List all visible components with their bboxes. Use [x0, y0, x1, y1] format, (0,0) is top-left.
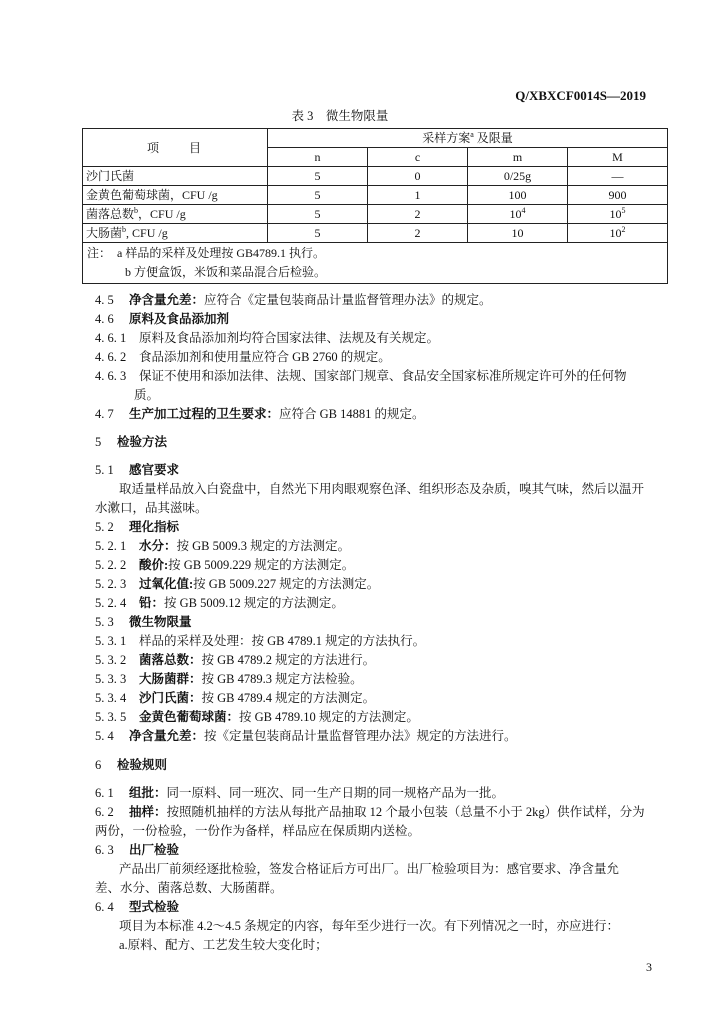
cell-item: 菌落总数$^b$，CFU /g [83, 205, 268, 224]
clause-5-2: 5. 2 理化指标 [95, 520, 180, 534]
cell-n: 5 [268, 186, 368, 205]
cell-item: 沙门氏菌 [83, 167, 268, 186]
table-caption: 表 3 微生物限量 [291, 109, 389, 123]
clause-4-6-2: 4. 6. 2 食品添加剂和使用量应符合 GB 2760 的规定。 [95, 350, 391, 364]
table-row [83, 167, 668, 186]
cell-M: $10^2$ [568, 224, 668, 243]
cell-c: 2 [368, 205, 468, 224]
clause-4-6: 4. 6 原料及食品添加剂 [95, 312, 230, 326]
clause-6-3-text: 产品出厂前须经逐批检验，签发合格证后方可出厂。出厂检验项目为：感官要求、净含量允 [119, 862, 620, 876]
table-row [83, 186, 668, 205]
section-6-heading: 6 检验规则 [95, 758, 168, 772]
clause-5-2-3: 5. 2. 3 过氧化值:按 GB 5009.227 规定的方法测定。 [95, 577, 380, 591]
clause-5-3: 5. 3 微生物限量 [95, 615, 192, 629]
cell-m: $10^4$ [468, 205, 568, 224]
table-note-row [83, 243, 668, 284]
cell-n: 5 [268, 167, 368, 186]
header-m: m [468, 148, 568, 167]
header-item: 项 目 [83, 129, 268, 167]
cell-m: 0/25g [468, 167, 568, 186]
note-a: 注： a 样品的采样及处理按 GB4789.1 执行。 [87, 246, 325, 260]
document-id: Q/XBXCF0014S—2019 [515, 88, 646, 103]
section-5-heading: 5 检验方法 [95, 435, 168, 449]
clause-5-3-5: 5. 3. 5 金黄色葡萄球菌：按 GB 4789.10 规定的方法测定。 [95, 710, 419, 724]
cell-M: $10^5$ [568, 205, 668, 224]
clause-5-1-text-cont: 水漱口，品其滋味。 [95, 501, 208, 515]
cell-c: 0 [368, 167, 468, 186]
clause-6-2-cont: 两份，一份检验，一份作为备样，样品应在保质期内送检。 [95, 824, 421, 838]
clause-5-1: 5. 1 感官要求 [95, 463, 180, 477]
page-number: 3 [646, 960, 652, 974]
clause-6-4-text: 项目为本标准 4.2～4.5 条规定的内容，每年至少进行一次。有下列情况之一时，亦应进行： [119, 919, 620, 933]
clause-4-6-1: 4. 6. 1 原料及食品添加剂均符合国家法律、法规及有关规定。 [95, 331, 440, 345]
cell-c: 2 [368, 224, 468, 243]
clause-5-3-3: 5. 3. 3 大肠菌群：按 GB 4789.3 规定方法检验。 [95, 672, 363, 686]
clause-6-2: 6. 2 抽样：按照随机抽样的方法从每批产品抽取 12 个最小包装（总量不小于 2kg）供作试样，分为 [95, 805, 645, 819]
header-plan-text: 采样方案 [422, 131, 471, 145]
clause-4-5: 4. 5 净含量允差：应符合《定量包装商品计量监督管理办法》的规定。 [95, 293, 492, 307]
cell-item: 大肠菌$^b$, CFU /g [83, 224, 268, 243]
header-M: M [568, 148, 668, 167]
cell-M: 900 [568, 186, 668, 205]
table-header-row [83, 129, 668, 148]
clause-4-6-3-cont: 质。 [134, 388, 160, 402]
header-c: c [368, 148, 468, 167]
clause-5-1-text: 取适量样品放入白瓷盘中，自然光下用肉眼观察色泽、组织形态及杂质，嗅其气味，然后以温开 [119, 482, 645, 496]
cell-n: 5 [268, 224, 368, 243]
clause-6-4-item-a: a.原料、配方、工艺发生较大变化时； [119, 938, 328, 952]
clause-6-3-text-cont: 差、水分、菌落总数、大肠菌群。 [95, 881, 283, 895]
clause-5-2-1: 5. 2. 1 水分：按 GB 5009.3 规定的方法测定。 [95, 539, 351, 553]
clause-6-1: 6. 1 组批：同一原料、同一班次、同一生产日期的同一规格产品为一批。 [95, 786, 505, 800]
clause-4-7: 4. 7 生产加工过程的卫生要求：应符合 GB 14881 的规定。 [95, 407, 425, 421]
clause-5-3-1: 5. 3. 1 样品的采样及处理：按 GB 4789.1 规定的方法执行。 [95, 634, 426, 648]
table-row [83, 205, 668, 224]
cell-item: 金黄色葡萄球菌，CFU /g [83, 186, 268, 205]
cell-m: 100 [468, 186, 568, 205]
clause-5-3-4: 5. 3. 4 沙门氏菌：按 GB 4789.4 规定的方法测定。 [95, 691, 376, 705]
cell-M: — [568, 167, 668, 186]
clause-5-3-2: 5. 3. 2 菌落总数：按 GB 4789.2 规定的方法进行。 [95, 653, 376, 667]
table-note [83, 243, 668, 284]
clause-4-6-3: 4. 6. 3 保证不使用和添加法律、法规、国家部门规章、食品安全国家标准所规定许可外的任何物 [95, 369, 627, 383]
header-n: n [268, 148, 368, 167]
clause-5-2-4: 5. 2. 4 铅：按 GB 5009.12 规定的方法测定。 [95, 596, 344, 610]
clause-6-4: 6. 4 型式检验 [95, 900, 180, 914]
table-row [83, 224, 668, 243]
cell-n: 5 [268, 205, 368, 224]
clause-5-4: 5. 4 净含量允差：按《定量包装商品计量监督管理办法》规定的方法进行。 [95, 729, 517, 743]
microbial-limits-table [82, 128, 668, 284]
cell-m: 10 [468, 224, 568, 243]
clause-6-3: 6. 3 出厂检验 [95, 843, 180, 857]
clause-5-2-2: 5. 2. 2 酸价:按 GB 5009.229 规定的方法测定。 [95, 558, 355, 572]
cell-c: 1 [368, 186, 468, 205]
note-b: b 方便盒饭，米饭和菜品混合后检验。 [125, 265, 327, 279]
header-sampling-plan [268, 129, 668, 148]
header-plan-sup: a [470, 130, 474, 139]
header-plan-tail: 及限量 [476, 131, 513, 145]
